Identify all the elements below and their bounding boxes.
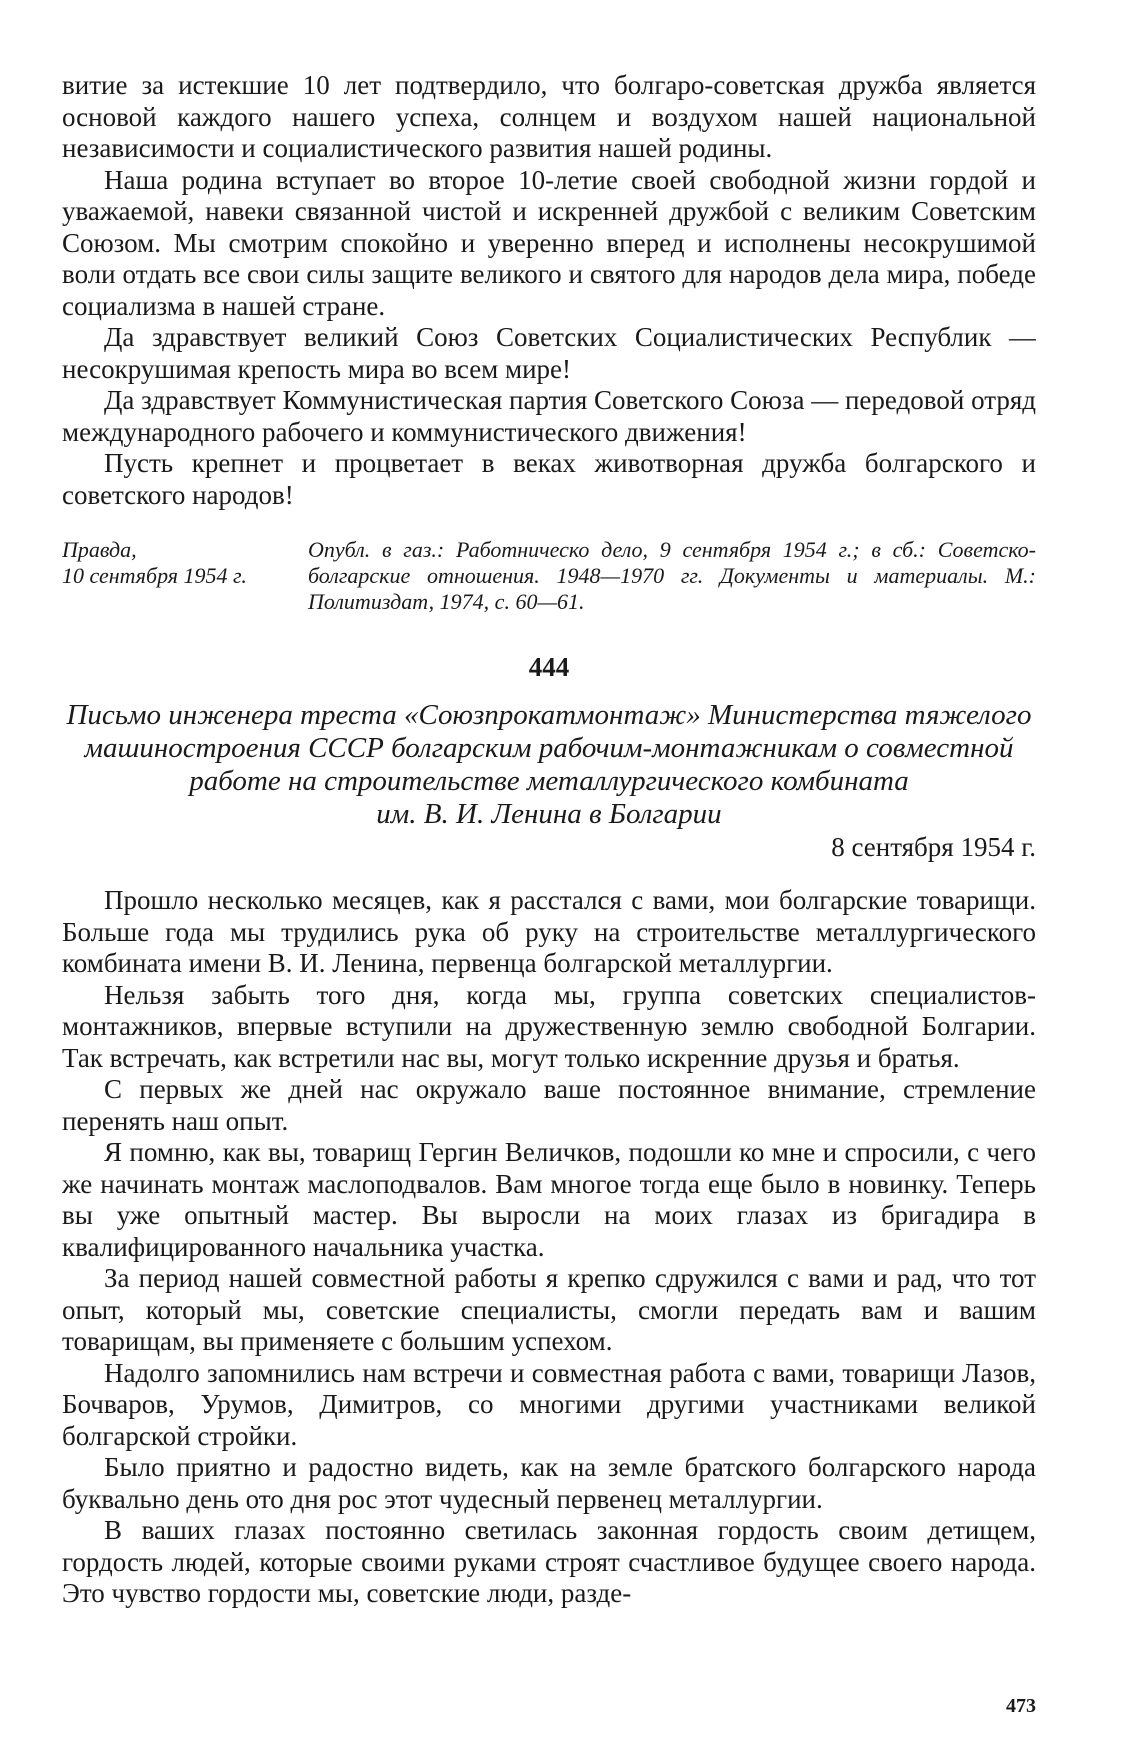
source-newspaper-name: Правда, [62, 537, 137, 562]
body-paragraph: Надолго запомнились нам встречи и совместная работа с вами, товарищи Лазов, Бочваров, Урумов, Димитров, со многими другими участниками великой болгарской стройки. [62, 1357, 1036, 1451]
intro-paragraph: витие за истекшие 10 лет подтвердило, что болгаро-советская дружба является основой каждого нашего успеха, солнцем и воздухом нашей национальной независимости и социалистического развития нашей родины. [62, 70, 1036, 163]
source-newspaper [62, 537, 308, 615]
intro-paragraph: Пусть крепнет и процветает в веках животворная дружба болгарского и советского народов! [62, 448, 1036, 510]
body-paragraph: В ваших глазах постоянно светилась законная гордость своим детищем, гордость людей, которые своими руками строят счастливое будущее своего народа. Это чувство гордости мы, советские люди, разде- [62, 1515, 1036, 1608]
body-paragraph: Я помню, как вы, товарищ Гергин Величков, подошли ко мне и спросили, с чего же начинать монтаж маслоподвалов. Вам многое тогда еще было в новинку. Теперь вы уже опытный мастер. Вы выросли на моих глазах из бригадира в квалифицированного начальника участка. [62, 1137, 1036, 1262]
document-date: 8 сентября 1954 г. [831, 832, 1036, 862]
body-paragraph: Прошло несколько месяцев, как я расстался с вами, мои болгарские товарищи. Больше года мы трудились рука об руку на строительстве металлургического комбината имени В. И. Ленина, первенца болгарской металлургии. [62, 885, 1036, 978]
document-number: 444 [528, 652, 570, 682]
body-paragraph: С первых же дней нас окружало ваше постоянное внимание, стремление перенять наш опыт. [62, 1074, 1036, 1136]
body-paragraph: Нельзя забыть того дня, когда мы, группа советских специалистов-монтажников, впервые вступили на дружественную землю свободной Болгарии. Так встречать, как встретили нас вы, могут только искренние друзья и братья. [62, 979, 1036, 1073]
page-content [62, 70, 1036, 1720]
intro-section [62, 70, 1036, 511]
letter-body [62, 885, 1036, 1610]
intro-paragraph: Да здравствует Коммунистическая партия Советского Союза — передовой отряд международного рабочего и коммунистического движения! [62, 385, 1036, 447]
body-paragraph: За период нашей совместной работы я крепко сдружился с вами и рад, что тот опыт, который мы, советские специалисты, смогли передать вам и вашим товарищам, вы применяете с большим успехом. [62, 1263, 1036, 1356]
document-title-line: работе на строительстве металлургического комбината [189, 765, 909, 797]
source-publication: Опубл. в газ.: Работническо дело, 9 сентября 1954 г.; в сб.: Советско-болгарские отношения. 1948—1970 гг. Документы и материалы. М.: Политиздат, 1974, с. 60—61. [308, 537, 1036, 614]
document-title-line: им. В. И. Ленина в Болгарии [376, 798, 722, 830]
body-paragraph: Было приятно и радостно видеть, как на земле братского болгарского народа буквально день ото дня рос этот чудесный первенец металлургии. [62, 1452, 1036, 1514]
intro-paragraph: Да здравствует великий Союз Советских Социалистических Республик — несокрушимая крепость мира во всем мире! [62, 322, 1036, 384]
document-title [62, 699, 1036, 831]
source-newspaper-date: 10 сентября 1954 г. [62, 563, 247, 588]
document-title-line: машиностроения СССР болгарским рабочим-монтажникам о совместной [84, 732, 1014, 764]
intro-paragraph: Наша родина вступает во второе 10-летие своей свободной жизни гордой и уважаемой, навеки связанной чистой и искренней дружбой с великим Советским Союзом. Мы смотрим спокойно и уверенно вперед и исполнены несокрушимой воли отдать все свои силы защите великого и святого для народов дела мира, победе социализма в нашей стране. [62, 164, 1036, 321]
page-number: 473 [1006, 1695, 1036, 1717]
source-citation [62, 537, 1036, 615]
document-title-line: Письмо инженера треста «Союзпрокатмонтаж» Министерства тяжелого [66, 699, 1032, 731]
